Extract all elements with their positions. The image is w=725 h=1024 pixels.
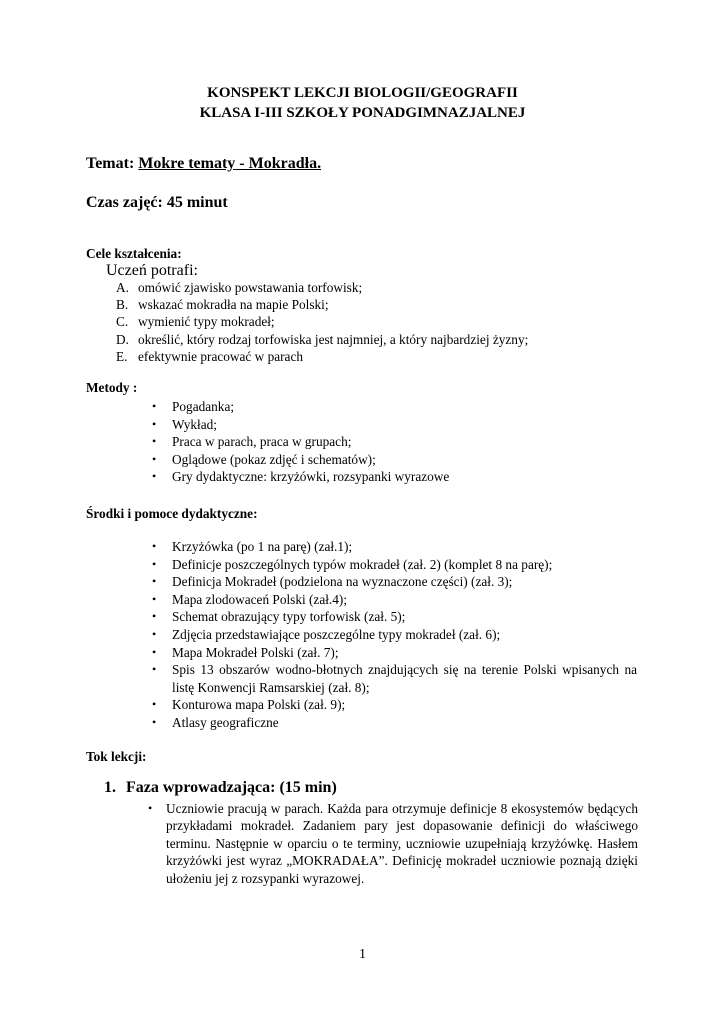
list-item-text: wymienić typy mokradeł; (138, 314, 275, 330)
topic-value: Mokre tematy - Mokradła. (138, 155, 322, 172)
list-item-text: Konturowa mapa Polski (zał. 9); (172, 697, 346, 713)
resources-heading: Środki i pomoce dydaktyczne: (86, 506, 258, 521)
bullet-icon: • (152, 434, 157, 449)
list-item-text: Mapa Mokradeł Polski (zał. 7); (172, 644, 339, 660)
list-item-text: Gry dydaktyczne: krzyżówki, rozsypanki wyrazowe (172, 469, 450, 485)
list-letter: D. (116, 331, 129, 347)
list-item (152, 556, 637, 574)
list-item (152, 538, 637, 556)
list-item (152, 451, 449, 469)
list-item (116, 331, 528, 348)
bullet-icon: • (152, 644, 157, 659)
bullet-icon: • (152, 591, 157, 606)
phase-1-title: Faza wprowadzająca: (15 min) (126, 779, 337, 796)
duration-line: Czas zajęć: 45 minut (86, 194, 228, 211)
list-item-text: Mapa zlodowaceń Polski (zał.4); (172, 591, 348, 607)
bullet-icon: • (152, 626, 157, 641)
page-number: 1 (359, 947, 366, 962)
bullet-icon: • (152, 469, 157, 484)
list-item-text: Pogadanka; (172, 399, 235, 414)
methods-heading: Metody : (86, 380, 138, 395)
list-item-text: Spis 13 obszarów wodno-błotnych znajdujących się na terenie Polski wpisanych na listę Konwencji Ramsarskiej (zał. 8); (172, 662, 637, 695)
list-item (148, 800, 638, 887)
list-item-text: Definicja Mokradeł (podzielona na wyznaczone części) (zał. 3); (172, 574, 513, 590)
list-item-text: Zdjęcia przedstawiające poszczególne typy mokradeł (zał. 6); (172, 626, 501, 642)
list-item-text: Wykład; (172, 416, 217, 432)
list-item-text: Atlasy geograficzne (172, 714, 279, 730)
goals-intro: Uczeń potrafi: (106, 262, 198, 279)
list-item (152, 608, 637, 626)
bullet-icon: • (152, 556, 157, 571)
list-item (152, 644, 637, 662)
list-item (152, 626, 637, 644)
bullet-icon: • (148, 801, 153, 815)
list-item (152, 573, 637, 591)
bullet-icon: • (152, 714, 157, 729)
list-item-text: efektywnie pracować w parach (138, 348, 304, 364)
bullet-icon: • (152, 539, 157, 553)
document-title-line-1: KONSPEKT LEKCJI BIOLOGII/GEOGRAFII (207, 85, 518, 101)
list-item (152, 696, 637, 714)
goals-list (116, 279, 528, 365)
list-item-text: Schemat obrazujący typy torfowisk (zał. 5); (172, 609, 406, 625)
list-item-text: Krzyżówka (po 1 na parę) (zał.1); (172, 539, 353, 554)
list-item-text: określić, który rodzaj torfowiska jest najmniej, a który najbardziej żyzny; (138, 331, 529, 347)
goals-heading: Cele kształcenia: (86, 246, 182, 261)
resources-list (152, 538, 637, 732)
list-item-text: Oglądowe (pokaz zdjęć i schematów); (172, 451, 376, 467)
phase-1-heading (104, 779, 337, 797)
list-item-text: Definicje poszczególnych typów mokradeł (zał. 2) (komplet 8 na parę); (172, 556, 553, 572)
list-item (152, 661, 637, 696)
bullet-icon: • (152, 416, 157, 431)
bullet-icon: • (152, 451, 157, 466)
list-item (152, 433, 449, 451)
methods-list (152, 398, 449, 486)
list-item (116, 313, 528, 330)
list-item-text: Praca w parach, praca w grupach; (172, 434, 352, 450)
list-item (116, 296, 528, 313)
list-item (152, 591, 637, 609)
list-item-text: wskazać mokradła na mapie Polski; (138, 297, 329, 313)
bullet-icon: • (152, 399, 157, 413)
list-item (116, 348, 528, 365)
phase-1-number: 1. (104, 779, 116, 796)
list-item (152, 416, 449, 434)
bullet-icon: • (152, 609, 157, 624)
list-letter: E. (116, 348, 128, 364)
lesson-heading: Tok lekcji: (86, 749, 147, 764)
list-item (116, 279, 528, 296)
topic-line (86, 155, 321, 173)
bullet-icon: • (152, 697, 157, 712)
bullet-icon: • (152, 662, 157, 677)
list-letter: A. (116, 280, 129, 295)
list-item-text: omówić zjawisko powstawania torfowisk; (138, 280, 363, 295)
document-title-line-2: KLASA I-III SZKOŁY PONADGIMNAZJALNEJ (199, 105, 526, 121)
bullet-icon: • (152, 574, 157, 589)
list-item (152, 398, 449, 416)
phase-1-list (148, 800, 638, 887)
list-item (152, 468, 449, 486)
list-item (152, 714, 637, 732)
topic-label: Temat: (86, 155, 139, 172)
list-item-text: Uczniowie pracują w parach. Każda para otrzymuje definicje 8 ekosystemów będących przykładami mokradeł. Zadaniem pary jest dopasowanie definicji do właściwego terminu. Następnie w oparciu o te terminy, uczniowie uzupełniają krzyżówkę. Hasłem krzyżówki jest wyraz „MOKRADAŁA”. Definicję mokradeł uczniowie poznają dzięki ułożeniu jej z rozsypanki wyrazowej. (166, 801, 638, 886)
list-letter: B. (116, 297, 129, 313)
list-letter: C. (116, 314, 129, 330)
